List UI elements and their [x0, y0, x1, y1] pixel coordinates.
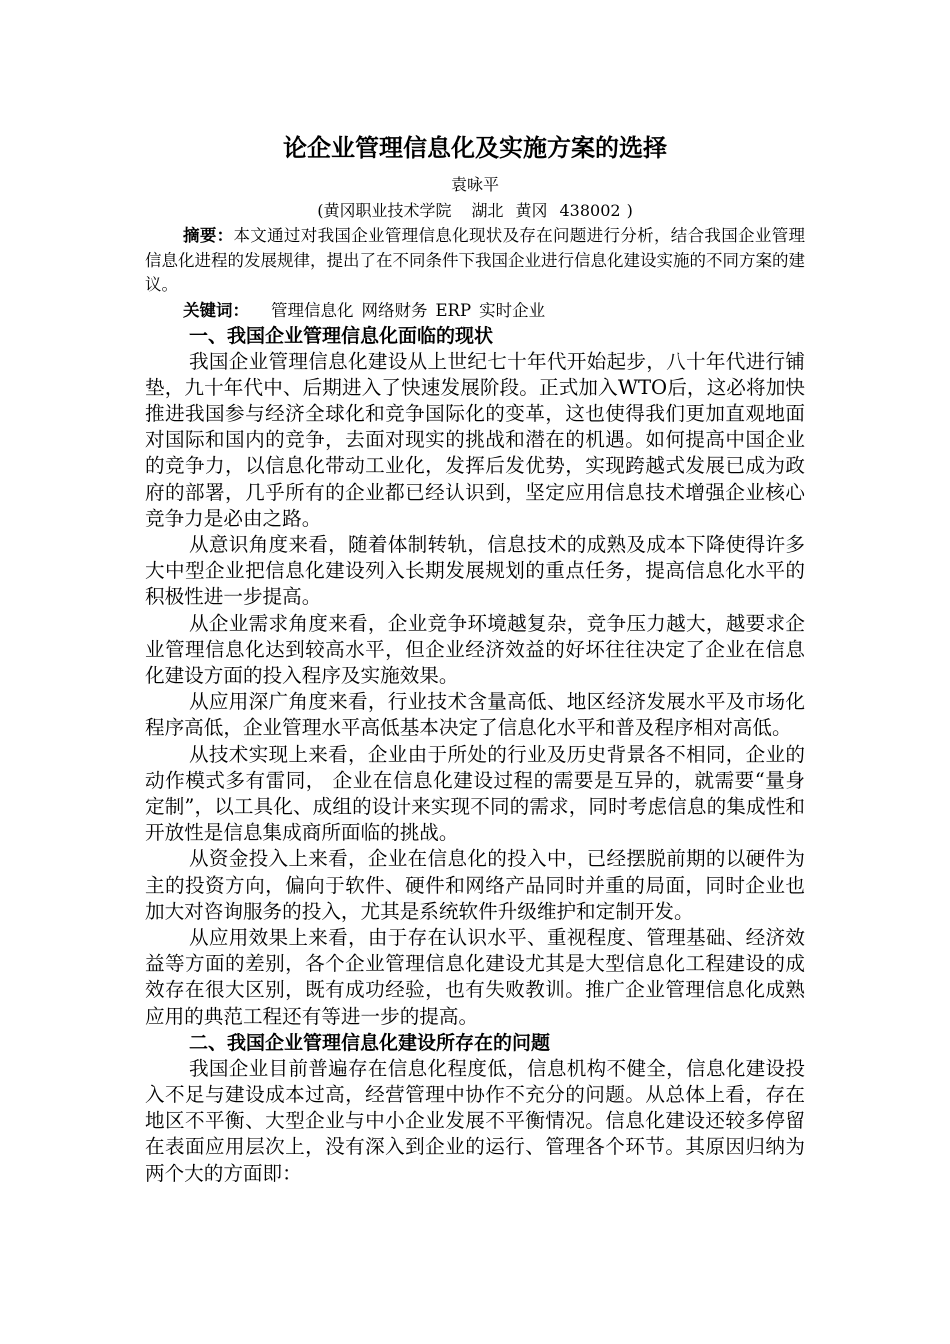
body-paragraph: 从技术实现上来看，企业由于所处的行业及历史背景各不相同，企业的动作模式多有雷同， 企业在信息化建设过程的需要是互异的，就需要“量身定制”，以工具化、成组的设计来实现不同的需求，同时考虑信息的集成性和开放性是信息集成商所面临的挑战。 — [145, 742, 805, 845]
affiliation-open: ( — [317, 201, 324, 220]
author-name: 袁咏平 — [450, 175, 499, 194]
keywords — [145, 298, 805, 323]
body-paragraph: 从应用深广角度来看，行业技术含量高低、地区经济发展水平及市场化程序高低，企业管理水平高低基本决定了信息化水平和普及程序相对高低。 — [145, 690, 805, 740]
affiliation — [145, 198, 805, 224]
affiliation-province: 湖北 — [471, 201, 504, 220]
body-paragraph: 从意识角度来看，随着体制转轨，信息技术的成熟及成本下降使得许多大中型企业把信息化建设列入长期发展规划的重点任务，提高信息化水平的积极性进一步提高。 — [145, 532, 805, 609]
affiliation-city: 黄冈 — [515, 201, 548, 220]
body-paragraph: 我国企业管理信息化建设从上世纪七十年代开始起步，八十年代进行铺垫，九十年代中、后期进入了快速发展阶段。正式加入WTO后，这必将加快推进我国参与经济全球化和竞争国际化的变革，这也使得我们更加直观地面对国际和国内的竞争，去面对现实的挑战和潜在的机遇。如何提高中国企业的竞争力，以信息化带动工业化，发挥后发优势，实现跨越式发展已成为政府的部署，几乎所有的企业都已经认识到，坚定应用信息技术增强企业核心竞争力是必由之路。 — [145, 349, 805, 530]
abstract-text: 本文通过对我国企业管理信息化现状及存在问题进行分析，结合我国企业管理信息化进程的发展规律，提出了在不同条件下我国企业进行信息化建设实施的不同方案的建议。 — [145, 226, 806, 294]
keyword-item: 实时企业 — [479, 300, 546, 320]
body-paragraph: 从资金投入上来看，企业在信息化的投入中，已经摆脱前期的以硬件为主的投资方向，偏向于软件、硬件和网络产品同时并重的局面，同时企业也加大对咨询服务的投入，尤其是系统软件升级维护和定制开发。 — [145, 847, 805, 923]
keyword-item: 网络财务 — [361, 300, 428, 320]
keyword-item: 管理信息化 — [271, 300, 354, 320]
affiliation-close: ) — [626, 201, 633, 220]
section-heading: 二、我国企业管理信息化建设所存在的问题 — [189, 1031, 551, 1054]
abstract-label: 摘要： — [183, 226, 234, 245]
keyword-item: ERP — [435, 300, 472, 320]
affiliation-school: 黄冈职业技术学院 — [323, 201, 452, 220]
keywords-label: 关键词： — [183, 300, 249, 320]
body-paragraph: 我国企业目前普遍存在信息化程度低，信息机构不健全，信息化建设投入不足与建设成本过高，经营管理中协作不充分的问题。从总体上看，存在地区不平衡、大型企业与中小企业发展不平衡情况。信息化建设还较多停留在表面应用层次上，没有深入到企业的运行、管理各个环节。其原因归纳为两个大的方面即： — [145, 1056, 805, 1185]
body-paragraph: 从应用效果上来看，由于存在认识水平、重视程度、管理基础、经济效益等方面的差别，各个企业管理信息化建设尤其是大型信息化工程建设的成效存在很大区别，既有成功经验，也有失败教训。推广企业管理信息化成熟应用的典范工程还有等进一步的提高。 — [145, 925, 805, 1028]
section-heading: 一、我国企业管理信息化面临的现状 — [189, 324, 494, 347]
document-page — [145, 128, 805, 1187]
affiliation-postcode: 438002 — [559, 201, 621, 220]
abstract — [145, 224, 805, 298]
document-title: 论企业管理信息化及实施方案的选择 — [283, 133, 667, 162]
body-paragraph: 从企业需求角度来看，企业竞争环境越复杂，竞争压力越大，越要求企业管理信息化达到较高水平，但企业经济效益的好坏往往决定了企业在信息化建设方面的投入程序及实施效果。 — [145, 611, 805, 687]
